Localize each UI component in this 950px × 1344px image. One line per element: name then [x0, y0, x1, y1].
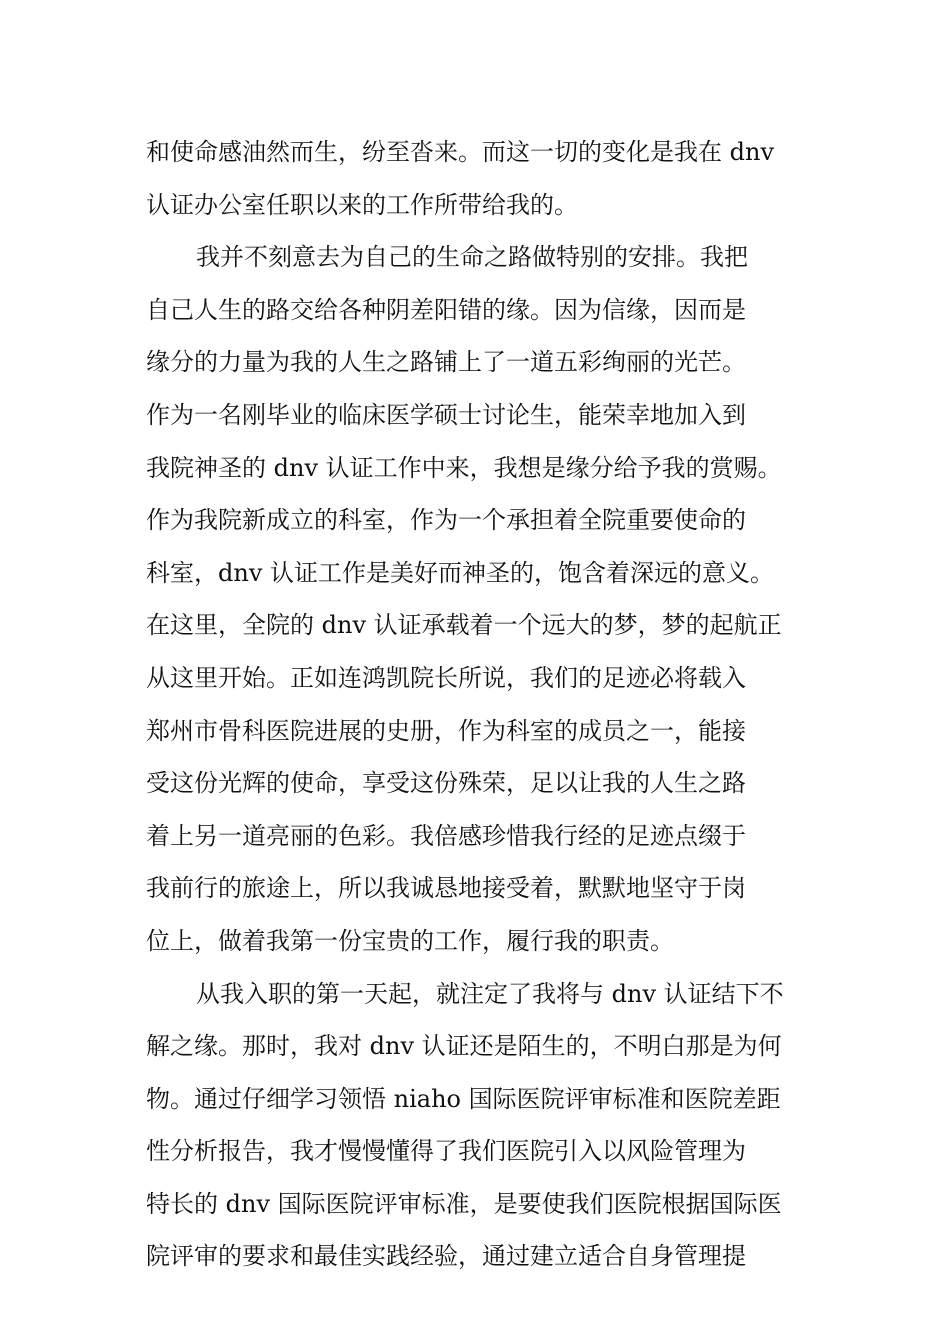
text-line: 缘分的力量为我的人生之路铺上了一道五彩绚丽的光芒。: [146, 348, 746, 377]
text-line: 我院神圣的 dnv 认证工作中来，我想是缘分给予我的赏赐。: [146, 453, 782, 482]
text-line: 和使命感油然而生，纷至沓来。而这一切的变化是我在 dnv: [146, 138, 775, 166]
text-line: 科室，dnv 认证工作是美好而神圣的，饱含着深远的意义。: [146, 558, 775, 587]
paragraph-first-line: 从我入职的第一天起，就注定了我将与 dnv 认证结下不: [196, 979, 784, 1008]
text-line: 物。通过仔细学习领悟 niaho 国际医院评审标准和医院差距: [146, 1084, 781, 1113]
text-line: 郑州市骨科医院进展的史册，作为科室的成员之一，能接: [146, 716, 746, 745]
text-line: 受这份光辉的使命，享受这份殊荣，足以让我的人生之路: [146, 769, 746, 798]
text-line: 着上另一道亮丽的色彩。我倍感珍惜我行经的足迹点缀于: [146, 821, 746, 850]
body-text: [146, 126, 810, 1283]
text-line: 作为我院新成立的科室，作为一个承担着全院重要使命的: [146, 506, 746, 535]
text-line: 我前行的旅途上，所以我诚恳地接受着，默默地坚守于岗: [146, 874, 746, 903]
text-line: 从这里开始。正如连鸿凯院长所说，我们的足迹必将载入: [146, 663, 746, 692]
text-line: 自己人生的路交给各种阴差阳错的缘。因为信缘，因而是: [146, 295, 746, 324]
text-line: 在这里，全院的 dnv 认证承载着一个远大的梦，梦的起航正: [146, 611, 782, 640]
text-line: 解之缘。那时，我对 dnv 认证还是陌生的，不明白那是为何: [146, 1032, 782, 1061]
text-line: 特长的 dnv 国际医院评审标准，是要使我们医院根据国际医: [146, 1189, 782, 1218]
text-line: 性分析报告，我才慢慢懂得了我们医院引入以风险管理为: [146, 1137, 746, 1166]
text-line: 作为一名刚毕业的临床医学硕士讨论生，能荣幸地加入到: [146, 400, 746, 429]
text-line: 位上，做着我第一份宝贵的工作，履行我的职责。: [146, 926, 674, 955]
paragraph-first-line: 我并不刻意去为自己的生命之路做特别的安排。我把: [196, 243, 748, 272]
text-line: 认证办公室任职以来的工作所带给我的。: [146, 190, 578, 219]
text-line: 院评审的要求和最佳实践经验，通过建立适合自身管理提: [146, 1242, 746, 1271]
